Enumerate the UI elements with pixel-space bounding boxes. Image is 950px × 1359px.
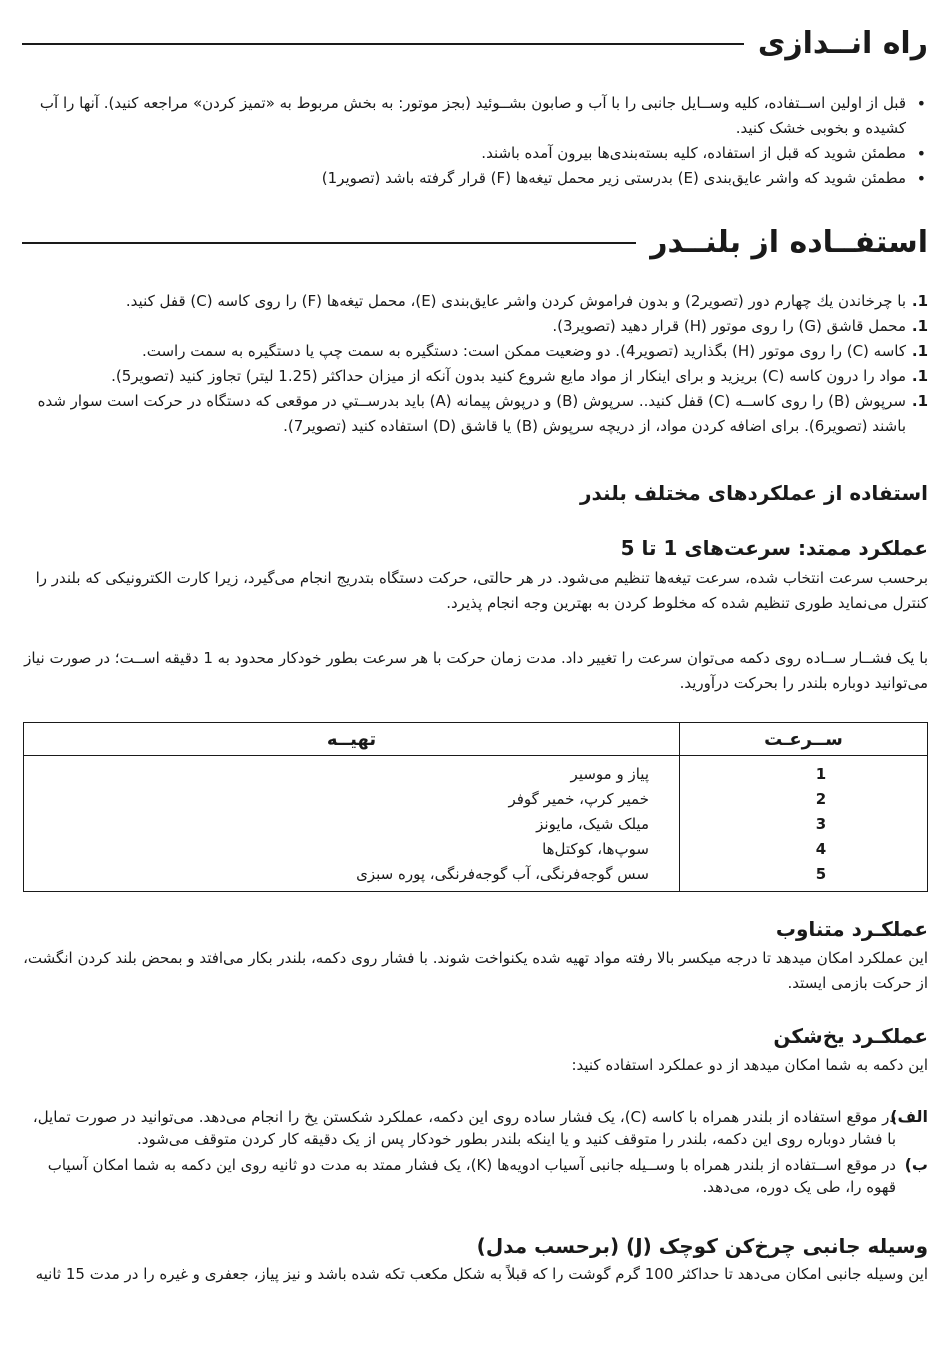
- step-number: 1.: [911, 392, 928, 410]
- preparation-value: سس گوجه‌فرنگی، آب گوجه‌فرنگی، پوره سبزی: [356, 865, 649, 883]
- setup-title-rule: [22, 43, 744, 45]
- mini-chopper-heading: وسیله جانبی چرخ‌کن کوچک (J) (برحسب مدل): [476, 1234, 928, 1258]
- speed-value: 3: [815, 815, 827, 833]
- continuous-mode-paragraph-1: برحسب سرعت انتخاب شده، سرعت تیغه‌ها تنظیم می‌شود. در هر حالتی، حرکت دستگاه بتدریج انجام می‌گیرد، زیرا کارت الکترونیکی که بلندر را کنترل می‌نماید طوری تنظیم شده که مخلوط کردن به بهترین وجه انجام پذیرد.: [35, 569, 928, 612]
- preparation-value: پیاز و موسیر: [570, 765, 649, 783]
- functions-heading: استفاده از عملکردهای مختلف بلندر: [579, 481, 928, 505]
- setup-title: راه انــدازی: [757, 26, 928, 61]
- preparation-values-cell: [24, 756, 680, 892]
- usage-step-list: [22, 289, 928, 439]
- ice-crush-intro: این دکمه به شما امکان میدهد از دو عملکرد استفاده کنید:: [571, 1056, 928, 1074]
- setup-bullet-1: • قبل از اولین اســتفاده، کلیه وســایل جانبی را با آب و صابون بشــوئید (بجز موتور: به بخش مربوط به «تمیز کردن» مراجعه کنید). آنها را آب کشیده و بخوبی خشک کنید.: [22, 91, 928, 141]
- usage-title-rule: [22, 242, 636, 244]
- preparation-value: خمیر کرپ، خمیر گوفر: [508, 790, 649, 808]
- ice-crush-heading: عملکـرد یخ‌شکن: [773, 1024, 928, 1048]
- mini-chopper-paragraph: این وسیله جانبی امکان می‌دهد تا حداکثر 100 گرم گوشت را که قبلاً به شکل مکعب تکه شده باشد و نیز پیاز، جعفری و غیره را در مدت 15 ثانیه: [35, 1265, 928, 1283]
- setup-bullet-2: • مطمئن شوید که قبل از استفاده، کلیه بسته‌بندی‌ها بیرون آمده باشند.: [22, 141, 928, 166]
- option-text: در موقع استفاده از بلندر همراه با کاسه (C)، یک فشار ساده روی این دکمه، عملکرد شکستن یخ را انجام می‌دهد. می‌توانید در صورت تمایل، با فشار دوباره روی این دکمه، بلندر را متوقف کنید و یا اینکه بلندر بطور خودکار پس از یک دقیقه کار کردن متوقف می‌شود.: [32, 1108, 896, 1148]
- speed-values-cell: [680, 756, 928, 892]
- usage-step: [22, 289, 928, 314]
- step-number: 1.: [911, 367, 928, 385]
- option-label: ب): [904, 1155, 928, 1174]
- speed-value: 1: [815, 765, 827, 783]
- pulse-mode-heading: عملکـرد متناوب: [775, 917, 928, 941]
- speed-table: [23, 722, 928, 892]
- ice-crush-options: [22, 1106, 928, 1202]
- continuous-mode-heading: عملکرد ممتد: سرعت‌های 1 تا 5: [620, 536, 928, 560]
- step-number: 1.: [911, 317, 928, 335]
- option-label: الف): [890, 1107, 928, 1126]
- speed-column-header: ســرعـت: [680, 723, 928, 756]
- preparation-column-header: تهیــه: [24, 723, 680, 756]
- step-number: 1.: [911, 342, 928, 360]
- step-text: مواد را درون کاسه (C) بریزید و برای اینکار از مواد مایع شروع کنید بدون آنکه از میزان حداکثر (1.25 لیتر) تجاوز کنید (تصویر5).: [111, 367, 906, 385]
- continuous-mode-paragraph-2: با یک فشــار ســاده روی دکمه می‌توان سرعت را تغییر داد. مدت زمان حرکت با هر سرعت بطور خودکار محدود به 1 دقیقه اســت؛ در صورت نیاز می‌توانید دوباره بلندر را بحرکت درآورید.: [24, 649, 928, 692]
- usage-title: استفــاده از بلنــدر: [650, 225, 928, 260]
- step-text: کاسه (C) را روی موتور (H) بگذارید (تصویر4). دو وضعیت ممکن است: دستگیره به سمت چپ یا دستگیره به سمت راست.: [141, 342, 906, 360]
- setup-bullet-list: [22, 91, 928, 191]
- step-text: سرپوش (B) را روی کاســه (C) قفل کنید.. سرپوش (B) و درپوش پیمانه (A) باید بدرســتي در موقعی که دستگاه در حرکت است سوار شده باشند (تصویر6). برای اضافه کردن مواد، از دریچه سرپوش (B) یا قاشق (D) استفاده کنید (تصویر7).: [37, 392, 906, 435]
- pulse-mode-paragraph: این عملکرد امکان میدهد تا درجه میکسر بالا رفته مواد تهیه شده یکنواخت شوند. با فشار روی دکمه، بلندر بکار می‌افتد و بمحض بلند کردن انگشت، از حرکت بازمی ایستد.: [23, 949, 928, 992]
- speed-value: 5: [815, 865, 827, 883]
- ice-crush-option-b: [22, 1154, 928, 1198]
- usage-step: [22, 364, 928, 389]
- step-text: با چرخاندن یك چهارم دور (تصویر2) و بدون فراموش کردن واشر عایق‌بندی (E)، محمل تیغه‌ها (F) را روی کاسه (C) قفل کنید.: [125, 292, 906, 310]
- setup-bullet-3: • مطمئن شوید که واشر عایق‌بندی (E) بدرستی زیر محمل تیغه‌ها (F) قرار گرفته باشد (تصویر1): [22, 166, 928, 191]
- option-text: در موقع اســتفاده از بلندر همراه با وســیله جانبی آسیاب ادویه‌ها (K)، یک فشار ممتد به مدت دو ثانیه روی این دکمه به شما امکان آسیاب قهوه را، طی یک دوره، می‌دهد.: [47, 1156, 896, 1196]
- preparation-value: میلک شیک، مایونز: [536, 815, 649, 833]
- ice-crush-option-a: [22, 1106, 928, 1150]
- usage-step: [22, 314, 928, 339]
- preparation-value: سوپ‌ها، کوکتل‌ها: [542, 840, 649, 858]
- speed-value: 2: [815, 790, 827, 808]
- usage-step: [22, 389, 928, 439]
- usage-section-header: [22, 225, 928, 260]
- speed-table-header-row: [24, 723, 928, 756]
- speed-value: 4: [815, 840, 827, 858]
- step-number: 1.: [911, 292, 928, 310]
- step-text: محمل قاشق (G) را روی موتور (H) قرار دهید (تصویر3).: [552, 317, 906, 335]
- setup-section-header: [22, 26, 928, 61]
- usage-step: [22, 339, 928, 364]
- speed-table-body-row: [24, 756, 928, 892]
